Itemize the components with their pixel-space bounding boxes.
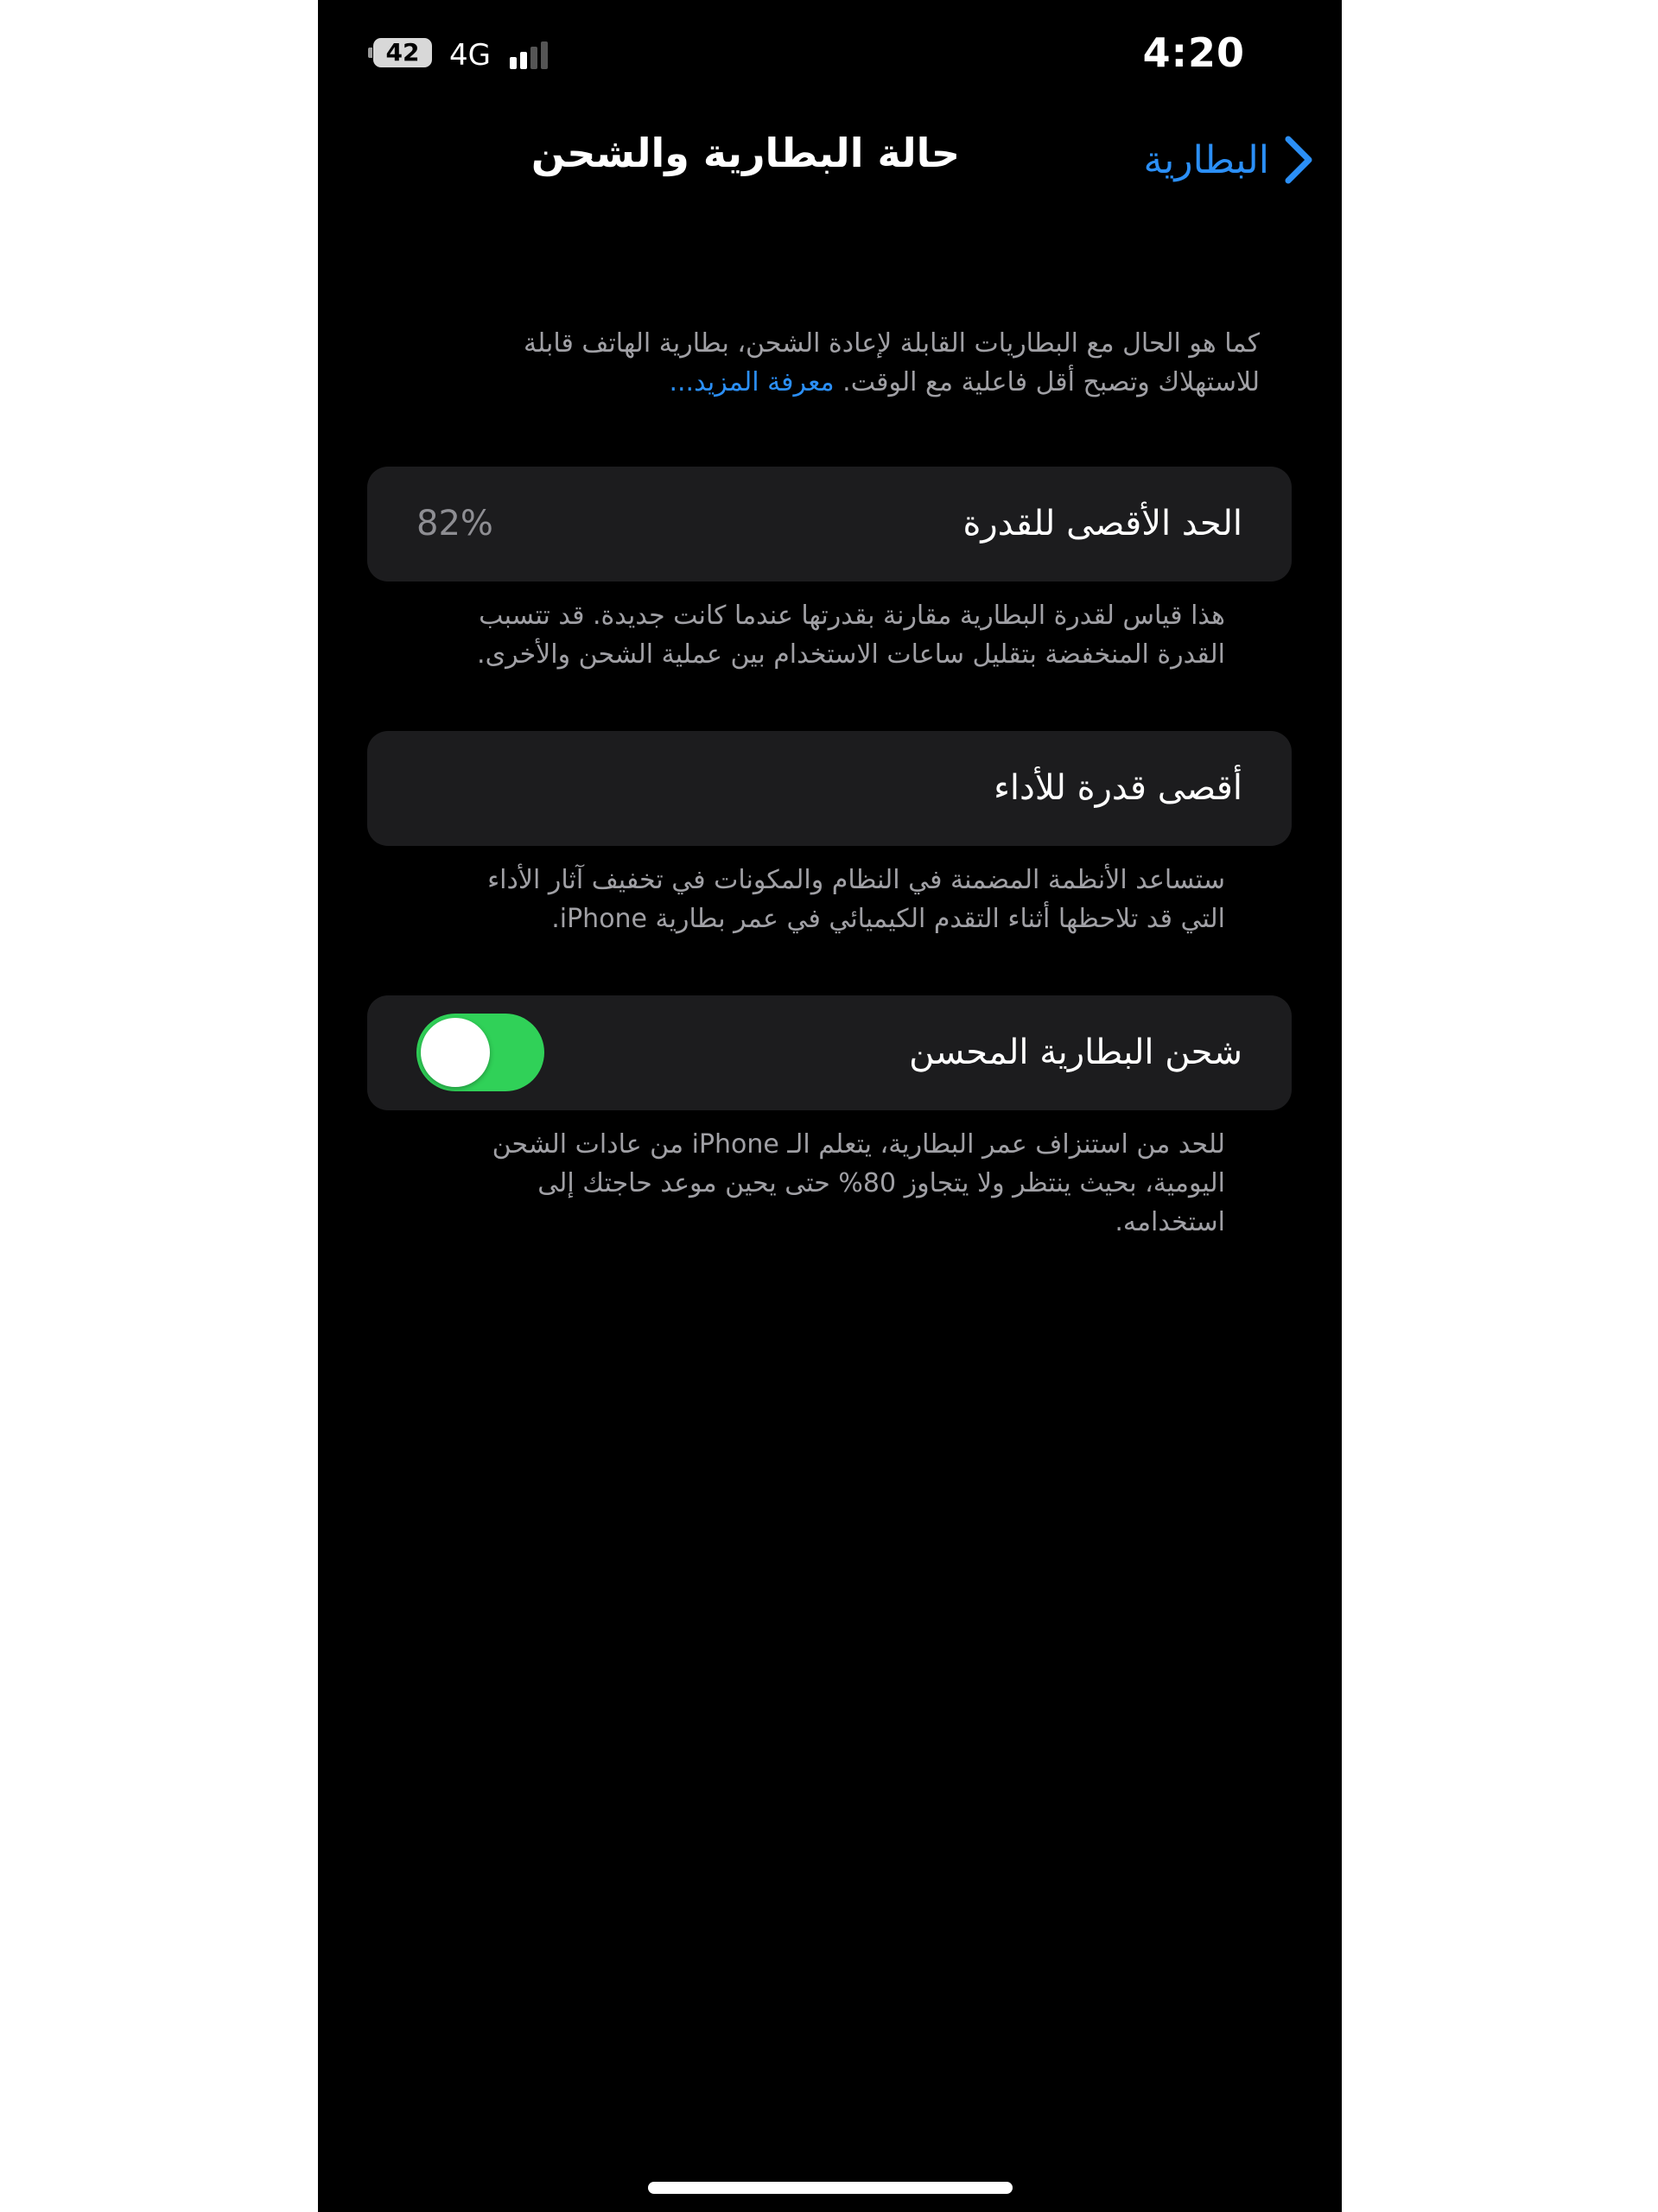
status-time: 4:20 — [1142, 29, 1245, 76]
back-button-label: البطارية — [1143, 137, 1269, 182]
peak-performance-label: أقصى قدرة للأداء — [994, 768, 1242, 808]
signal-bar — [520, 52, 527, 69]
page-title: حالة البطارية والشحن — [530, 130, 961, 176]
intro-text — [491, 324, 1260, 402]
optimized-charging-label: شحن البطارية المحسن — [909, 1033, 1242, 1072]
learn-more-link[interactable]: معرفة المزيد... — [669, 367, 835, 397]
network-type: 4G — [449, 38, 491, 73]
optimized-charging-cell — [367, 995, 1292, 1110]
status-bar — [318, 0, 1342, 104]
signal-bar — [530, 47, 537, 69]
chevron-back-icon — [1281, 134, 1316, 186]
max-capacity-value: 82% — [416, 504, 493, 543]
battery-icon: 42 — [373, 38, 432, 67]
battery-cap — [368, 48, 372, 58]
signal-icon — [510, 41, 562, 69]
signal-bar — [541, 41, 548, 69]
toggle-knob — [421, 1018, 490, 1087]
peak-performance-footer: ستساعد الأنظمة المضمنة في النظام والمكونات في تخفيف آثار الأداء التي قد تلاحظها أثناء التقدم الكيميائي في عمر بطارية iPhone. — [487, 865, 1225, 934]
signal-bar — [510, 57, 517, 69]
max-capacity-cell — [367, 467, 1292, 582]
peak-performance-cell — [367, 731, 1292, 846]
optimized-charging-footer: للحد من استنزاف عمر البطارية، يتعلم الـ iPhone من عادات الشحن اليومية، بحيث ينتظر ولا يتجاوز 80% حتى يحين موعد حاجتك إلى استخدامه. — [492, 1129, 1225, 1237]
optimized-charging-toggle[interactable] — [416, 1014, 544, 1091]
phone-screen — [318, 0, 1342, 2212]
max-capacity-footer: هذا قياس لقدرة البطارية مقارنة بقدرتها عندما كانت جديدة. قد تتسبب القدرة المنخفضة بتقليل ساعات الاستخدام بين عملية الشحن والأخرى. — [477, 601, 1225, 670]
max-capacity-label: الحد الأقصى للقدرة — [962, 504, 1242, 543]
back-button[interactable] — [1144, 130, 1317, 190]
home-indicator[interactable] — [648, 2182, 1013, 2194]
intro-body: كما هو الحال مع البطاريات القابلة لإعادة الشحن، بطارية الهاتف قابلة للاستهلاك وتصبح أقل فاعلية مع الوقت. — [524, 328, 1260, 397]
